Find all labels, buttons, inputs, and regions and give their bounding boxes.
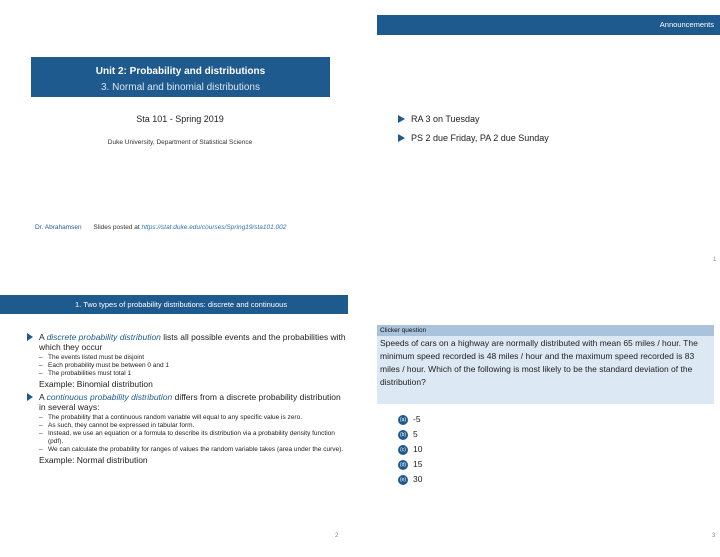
bullet-triangle-icon: [398, 115, 405, 123]
term-discrete: discrete probability distribution: [46, 332, 161, 342]
bullet-continuous: A continuous probability distribution differs from a discrete probability distribution in several ways:: [27, 392, 347, 412]
department: Duke University, Department of Statistical Science: [107, 139, 253, 146]
option-letter: (e): [399, 477, 407, 483]
option-d[interactable]: (d) 15: [399, 459, 423, 469]
example-normal: Example: Normal distribution: [39, 455, 148, 465]
bullet-triangle-icon: [27, 333, 33, 341]
sub-item: – The events listed must be disjoint: [39, 354, 145, 361]
option-letter: (d): [399, 462, 407, 468]
sub-item: – As such, they cannot be expressed in tabular form.: [39, 422, 195, 429]
announcement-list: [398, 113, 549, 151]
sub-item: – The probabilities must total 1: [39, 370, 132, 377]
option-letter: (c): [398, 445, 408, 455]
clicker-header: Clicker question: [377, 325, 714, 336]
example-binomial: Example: Binomial distribution: [39, 379, 153, 389]
unit-subtitle: 3. Normal and binomial distributions: [101, 82, 260, 93]
sub-item: – Instead, we use an equation or a formula to describe its distribution via a probability density function (pdf).: [39, 430, 335, 445]
list-item: RA 3 on Tuesday: [398, 113, 549, 125]
bullet-discrete: A discrete probability distribution lists all possible events and the probabilities with which they occur: [27, 332, 347, 352]
unit-title: Unit 2: Probability and distributions: [95, 66, 266, 77]
slide-header: Announcements: [377, 15, 720, 35]
option-c[interactable]: (c) 10: [398, 444, 422, 459]
slide-clicker: [360, 279, 720, 557]
option-b[interactable]: (b) 5: [399, 429, 418, 439]
option-letter: (b): [399, 432, 407, 438]
bullet-triangle-icon: [398, 134, 405, 142]
page-number: 3: [712, 533, 716, 539]
list-item: PS 2 due Friday, PA 2 due Sunday: [398, 132, 549, 144]
slide-body: [27, 332, 347, 468]
slide-distributions: [0, 279, 360, 557]
option-a[interactable]: (a) -5: [399, 414, 421, 424]
page-number: 2: [335, 533, 339, 539]
slide-header: 1. Two types of probability distributions: discrete and continuous: [0, 295, 348, 314]
slides-link[interactable]: https://stat.duke.edu/courses/Spring19/sta101.002: [141, 224, 287, 231]
slides-prefix: Slides posted at: [93, 224, 140, 231]
author: Dr. Abrahamsen: [35, 224, 82, 231]
course-name: Sta 101 - Spring 2019: [136, 114, 224, 124]
sub-item: – Each probability must be between 0 and 1: [39, 362, 170, 369]
page-number: 1: [713, 257, 717, 263]
answer-options: [398, 414, 422, 489]
option-e[interactable]: (e) 30: [399, 474, 423, 484]
slide-title: [0, 0, 360, 278]
option-letter: (a): [399, 417, 407, 423]
bullet-triangle-icon: [27, 393, 33, 401]
sub-item: – We can calculate the probability for ranges of values the random variable takes (area under the curve).: [39, 446, 344, 453]
title-block: [31, 57, 330, 97]
term-continuous: continuous probability distribution: [46, 392, 173, 402]
sub-item: – The probability that a continuous random variable will equal to any specific value is zero.: [39, 414, 302, 421]
clicker-question: Speeds of cars on a highway are normally distributed with mean 65 miles / hour. The minimum speed recorded is 48 miles / hour and the maximum speed recorded is 83 miles / hour. Which of the following is most likely to be the standard deviation of the distribution?: [377, 336, 714, 404]
slide-footer: [35, 224, 286, 231]
slide-announcements: [360, 0, 720, 278]
